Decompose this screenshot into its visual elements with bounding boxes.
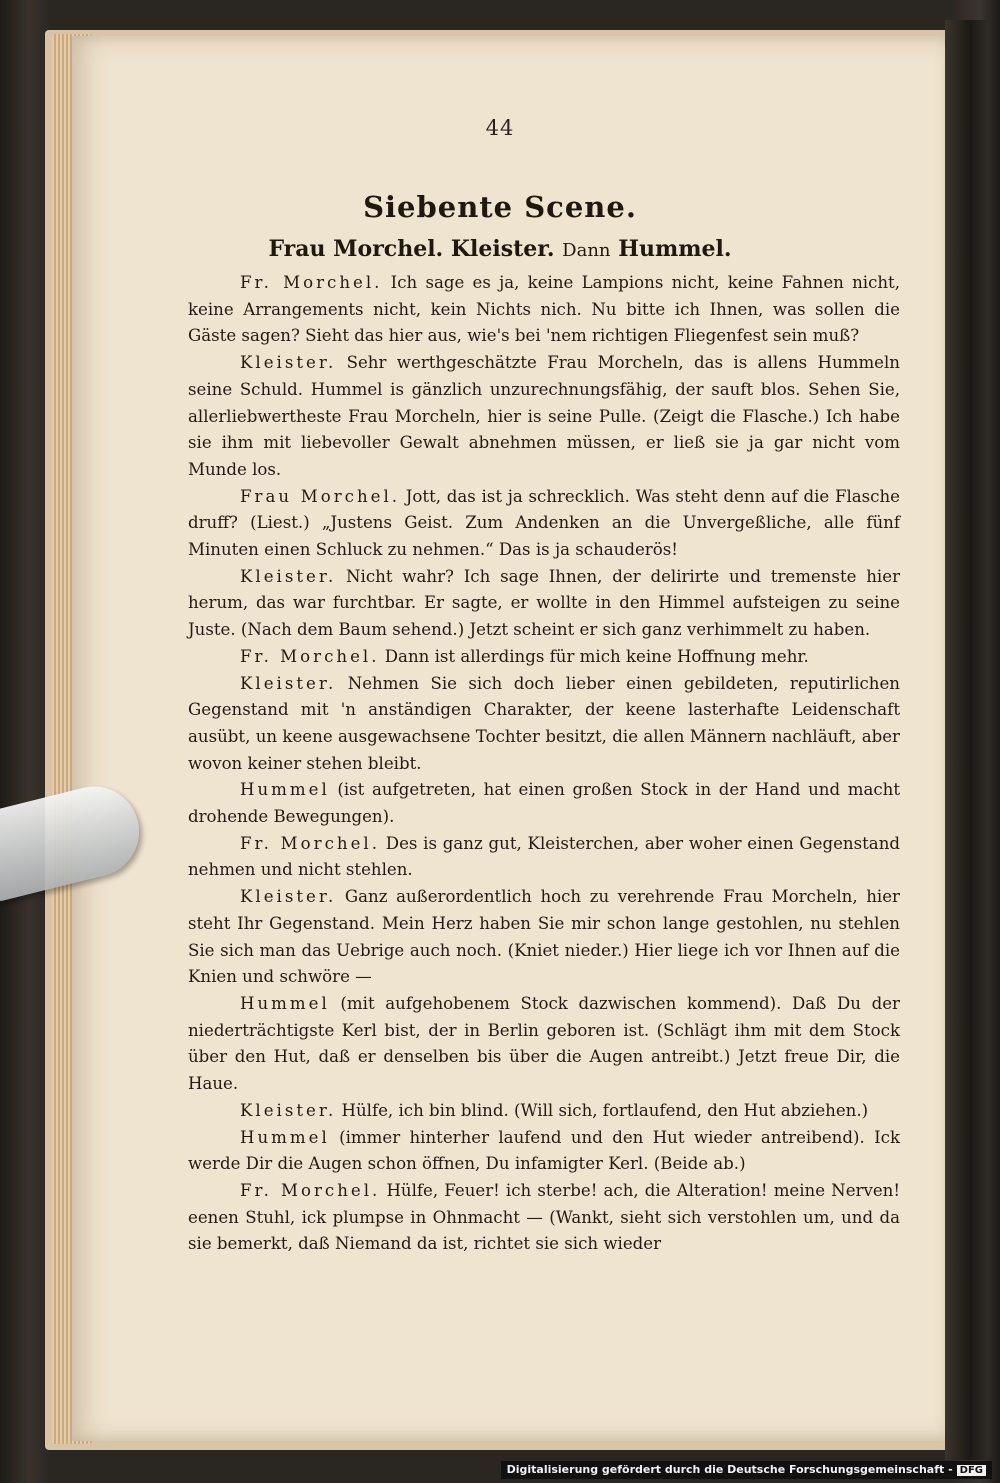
dialogue-paragraph: [188, 484, 900, 564]
speaker: Kleister.: [240, 566, 337, 586]
speaker: Kleister.: [240, 673, 337, 693]
scene-title: Siebente Scene.: [363, 190, 637, 224]
speech: Hülfe, ich bin blind. (Will sich, fortlaufend, den Hut abziehen.): [336, 1100, 869, 1120]
speech: Ganz außerordentlich hoch zu verehrende Frau Morcheln, hier steht Ihr Gegenstand. Mein Herz haben Sie mir schon lange gestohlen, nu stehlen Sie sich man das Uebrige auch noch. (Kniet nieder.) Hier liege ich vor Ihnen auf die Knien und schwöre —: [188, 887, 900, 987]
cast-names: Frau Morchel. Kleister.: [268, 236, 555, 262]
dialogue-paragraph: [188, 831, 900, 884]
speaker: Hummel: [240, 1127, 330, 1147]
dialogue-paragraph: [188, 1125, 900, 1178]
speech: (ist aufgetreten, hat einen großen Stock in der Hand und macht drohende Bewegungen).: [188, 780, 900, 827]
speech: (immer hinterher laufend und den Hut wieder antreibend). Ick werde Dir die Augen schon öffnen, Du infamigter Kerl. (Beide ab.): [188, 1127, 900, 1174]
speech: Jott, das ist ja schrecklich. Was steht denn auf die Flasche druff? (Liest.) „Justens Geist. Zum Andenken an die Unvergeßliche, alle fünf Minuten einen Schluck zu nehmen.“ Das is ja schauderös!: [188, 486, 900, 560]
speaker: Fr. Morchel.: [240, 273, 383, 292]
dfg-logo: DFG: [957, 1465, 986, 1476]
speaker: Kleister.: [240, 887, 337, 907]
speech: (mit aufgehobenem Stock dazwischen kommend). Daß Du der niederträchtigste Kerl bist, der in Berlin geboren ist. (Schlägt ihm mit dem Stock über den Hut, daß er denselben bis über die Augen antreibt.) Jetzt freue Dir, die Haue.: [188, 993, 900, 1094]
speaker: Hummel: [240, 993, 330, 1013]
cast-list: [0, 236, 1000, 262]
dialogue-paragraph: [188, 564, 900, 644]
speech: Nicht wahr? Ich sage Ihnen, der delirirte und tremenste hier herum, das war furchtbar. Er sagte, er wollte in den Himmel aufsteigen zu seine Juste. (Nach dem Baum sehend.) Jetzt scheint er sich ganz verhimmelt zu haben.: [188, 566, 900, 640]
dialogue-paragraph: [188, 777, 900, 830]
speech: Des is ganz gut, Kleisterchen, aber woher einen Gegenstand nehmen und nicht stehlen.: [188, 833, 901, 880]
dialogue-paragraph: [188, 350, 900, 484]
cast-dann: Dann: [562, 240, 611, 261]
speaker: Hummel: [240, 780, 330, 800]
dialogue-paragraph: [188, 1178, 900, 1258]
dialogue-text: [188, 270, 900, 1258]
dialogue-paragraph: [188, 1098, 900, 1125]
speaker: Fr. Morchel.: [240, 646, 380, 666]
dialogue-paragraph: [188, 644, 900, 671]
speaker: Frau Morchel.: [240, 486, 401, 506]
page-number: 44: [485, 116, 515, 140]
dialogue-paragraph: [188, 270, 900, 350]
speech: Dann ist allerdings für mich keine Hoffnung mehr.: [379, 646, 809, 666]
speaker: Kleister.: [240, 353, 337, 373]
speech: Sehr werthgeschätzte Frau Morcheln, das is allens Hummeln seine Schuld. Hummel is gänzlich unzurechnungsfähig, der sauft blos. Sehen Sie, allerliebwertheste Frau Morcheln, hier is seine Pulle. (Zeigt die Flasche.) Ich habe sie ihm mit liebevoller Gewalt abnehmen müssen, er ließ sie ja gar nicht vom Munde los.: [188, 353, 900, 479]
footer-text: Digitalisierung gefördert durch die Deutsche Forschungsgemeinschaft -: [506, 1463, 953, 1476]
speaker: Fr. Morchel.: [240, 833, 380, 853]
dialogue-paragraph: [188, 991, 900, 1098]
speech: Ich sage es ja, keine Lampions nicht, keine Fahnen nicht, keine Arrangements nicht, kein Nichts nich. Nu bitte ich Ihnen, was sollen die Gäste sagen? Sieht das hier aus, wie's bei 'nem richtigen Fliegenfest sein muß?: [188, 273, 900, 346]
speaker: Fr. Morchel.: [240, 1180, 381, 1200]
speech: Hülfe, Feuer! ich sterbe! ach, die Alteration! meine Nerven! eenen Stuhl, ick plumpse in Ohnmacht — (Wankt, sieht sich verstohlen um, und da sie bemerkt, daß Niemand da ist, richtet sie sich wieder: [188, 1180, 901, 1254]
speech: Nehmen Sie sich doch lieber einen gebildeten, reputirlichen Gegenstand mit 'n anständigen Charakter, der keene lasterhafte Leidenschaft ausübt, un keene ausgewachsene Tochter besitzt, die allen Männern nachläuft, aber wovon keiner stehen bleibt.: [188, 673, 900, 773]
speaker: Kleister.: [240, 1100, 337, 1120]
footer-credit: [501, 1461, 992, 1479]
dialogue-paragraph: [188, 884, 900, 991]
dialogue-paragraph: [188, 671, 900, 778]
cast-last: Hummel.: [618, 236, 732, 262]
